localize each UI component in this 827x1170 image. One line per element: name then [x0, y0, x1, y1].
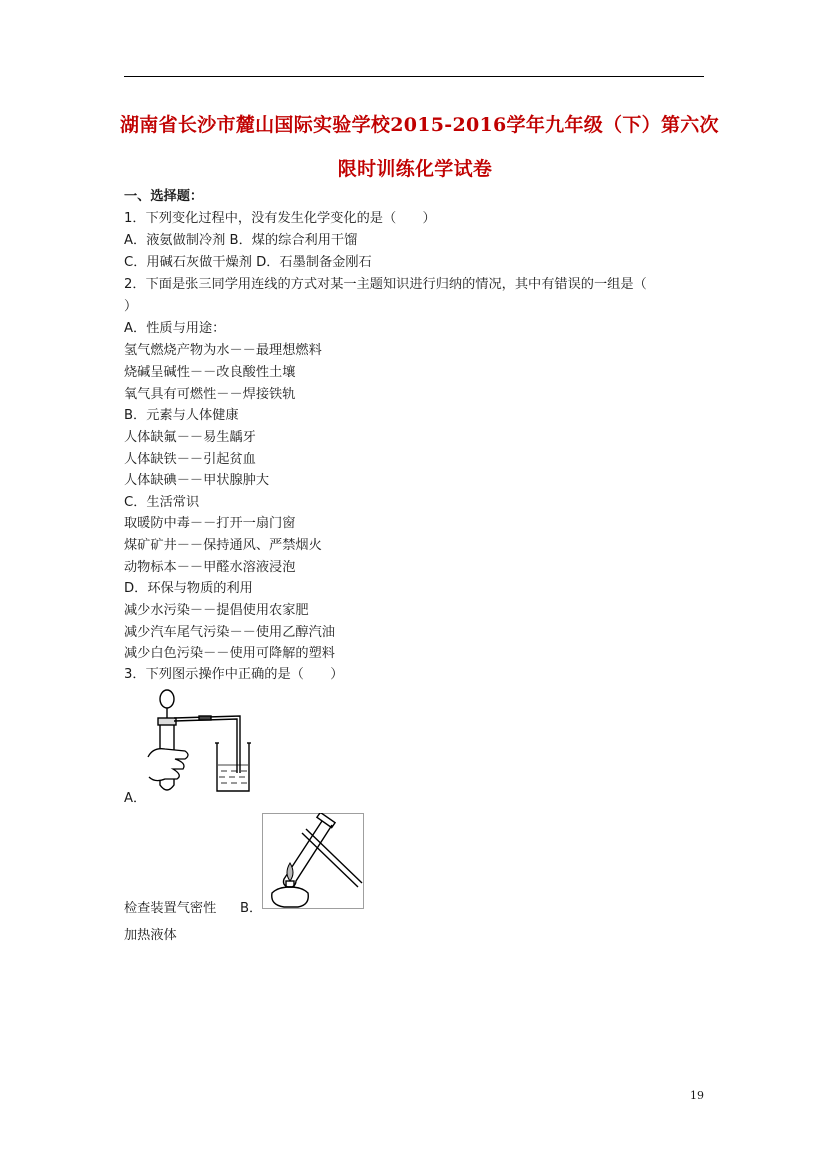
q3-option-a-caption: 检查装置气密性 — [124, 901, 217, 916]
q2-line: C．生活常识 — [124, 495, 200, 510]
q2-line: 人体缺碘－－甲状腺肿大 — [124, 473, 270, 488]
q1-options-cd: C．用碱石灰做干燥剂 D．石墨制备金刚石 — [124, 255, 372, 270]
q2-line: 烧碱呈碱性－－改良酸性土壤 — [124, 365, 296, 380]
heating-liquid-figure — [262, 813, 365, 909]
q2-line: A．性质与用途： — [124, 321, 226, 336]
q2-line: 人体缺氟－－易生龋牙 — [124, 430, 256, 445]
q2-line: 取暖防中毒－－打开一扇门窗 — [124, 516, 296, 531]
q1-stem: 1．下列变化过程中，没有发生化学变化的是（ ） — [124, 211, 436, 226]
q2-line: 减少水污染－－提倡使用农家肥 — [124, 603, 309, 618]
airtightness-check-figure — [145, 685, 253, 797]
page-number: 19 — [690, 1089, 704, 1102]
q2-stem: 2．下面是张三同学用连线的方式对某一主题知识进行归纳的情况，其中有错误的一组是（ — [124, 277, 647, 292]
q2-stem-cont: ） — [124, 299, 138, 314]
q3-option-a-label: A． — [124, 791, 147, 806]
section-heading: 一、选择题： — [124, 189, 204, 204]
q2-line: 氧气具有可燃性－－焊接铁轨 — [124, 387, 296, 402]
exam-title-line2: 限时训练化学试卷 — [337, 158, 493, 180]
q1-options-ab: A．液氨做制冷剂 B．煤的综合利用干馏 — [124, 233, 358, 248]
q2-line: D．环保与物质的利用 — [124, 581, 253, 596]
q3-option-b-label: B． — [240, 901, 263, 916]
q2-line: B．元素与人体健康 — [124, 408, 239, 423]
q3-option-b-caption: 加热液体 — [124, 928, 177, 943]
q3-stem: 3．下列图示操作中正确的是（ ） — [124, 667, 344, 682]
q2-line: 动物标本－－甲醛水溶液浸泡 — [124, 560, 296, 575]
q2-line: 煤矿矿井－－保持通风、严禁烟火 — [124, 538, 322, 553]
q2-line: 减少白色污染－－使用可降解的塑料 — [124, 646, 335, 661]
q2-line: 减少汽车尾气污染－－使用乙醇汽油 — [124, 625, 335, 640]
exam-title-line1: 湖南省长沙市麓山国际实验学校2015-2016学年九年级（下）第六次 — [120, 114, 719, 136]
header-rule — [124, 76, 704, 77]
q2-line: 氢气燃烧产物为水－－最理想燃料 — [124, 343, 322, 358]
q2-line: 人体缺铁－－引起贫血 — [124, 452, 256, 467]
